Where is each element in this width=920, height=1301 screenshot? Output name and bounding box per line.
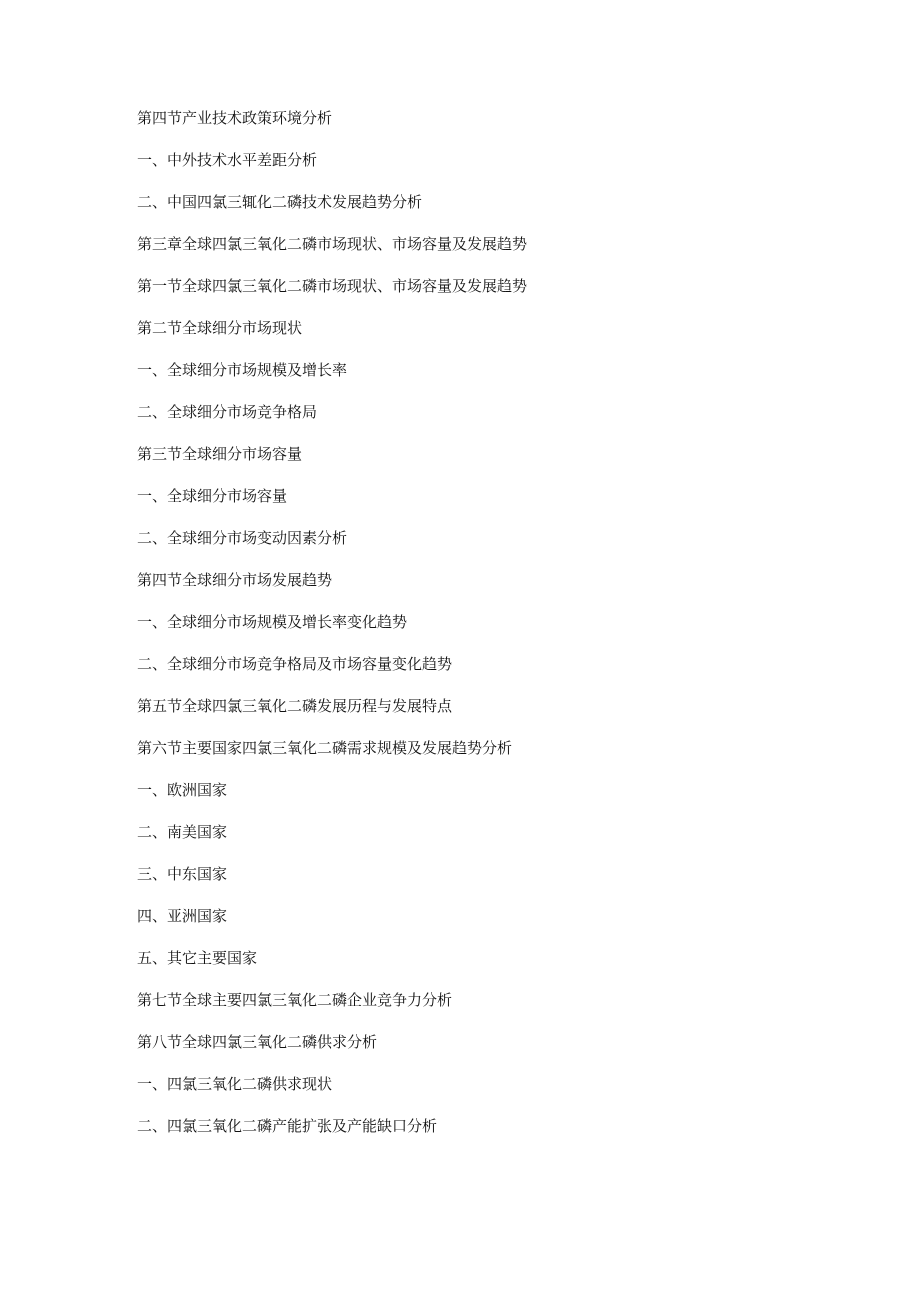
toc-line: 第三节全球细分市场容量 xyxy=(137,445,303,463)
toc-line: 第二节全球细分市场现状 xyxy=(137,319,303,337)
toc-line: 二、全球细分市场变动因素分析 xyxy=(137,529,348,547)
toc-line: 第八节全球四氯三氧化二磷供求分析 xyxy=(137,1033,378,1051)
toc-line: 第一节全球四氯三氧化二磷市场现状、市场容量及发展趋势 xyxy=(137,277,528,295)
toc-line: 二、四氯三氧化二磷产能扩张及产能缺口分析 xyxy=(137,1117,438,1135)
toc-line: 一、中外技术水平差距分析 xyxy=(137,151,318,169)
toc-line: 二、中国四氯三辄化二磷技术发展趋势分析 xyxy=(137,193,423,211)
toc-line: 第五节全球四氯三氧化二磷发展历程与发展特点 xyxy=(137,697,453,715)
toc-line: 二、南美国家 xyxy=(137,823,228,841)
toc-line: 四、亚洲国家 xyxy=(137,907,228,925)
toc-line: 第四节全球细分市场发展趋势 xyxy=(137,571,333,589)
toc-line: 第四节产业技术政策环境分析 xyxy=(137,109,333,127)
toc-line: 一、四氯三氧化二磷供求现状 xyxy=(137,1075,333,1093)
toc-line: 第六节主要国家四氯三氧化二磷需求规模及发展趋势分析 xyxy=(137,739,513,757)
toc-line: 第三章全球四氯三氧化二磷市场现状、市场容量及发展趋势 xyxy=(137,235,528,253)
toc-line: 一、欧洲国家 xyxy=(137,781,228,799)
toc-line: 三、中东国家 xyxy=(137,865,228,883)
toc-line: 一、全球细分市场规模及增长率 xyxy=(137,361,348,379)
toc-line: 五、其它主要国家 xyxy=(137,949,258,967)
toc-line: 二、全球细分市场竞争格局 xyxy=(137,403,318,421)
table-of-contents xyxy=(137,106,837,1156)
toc-line: 一、全球细分市场容量 xyxy=(137,487,288,505)
toc-line: 第七节全球主要四氯三氧化二磷企业竞争力分析 xyxy=(137,991,453,1009)
toc-line: 一、全球细分市场规模及增长率变化趋势 xyxy=(137,613,408,631)
toc-line: 二、全球细分市场竞争格局及市场容量变化趋势 xyxy=(137,655,453,673)
